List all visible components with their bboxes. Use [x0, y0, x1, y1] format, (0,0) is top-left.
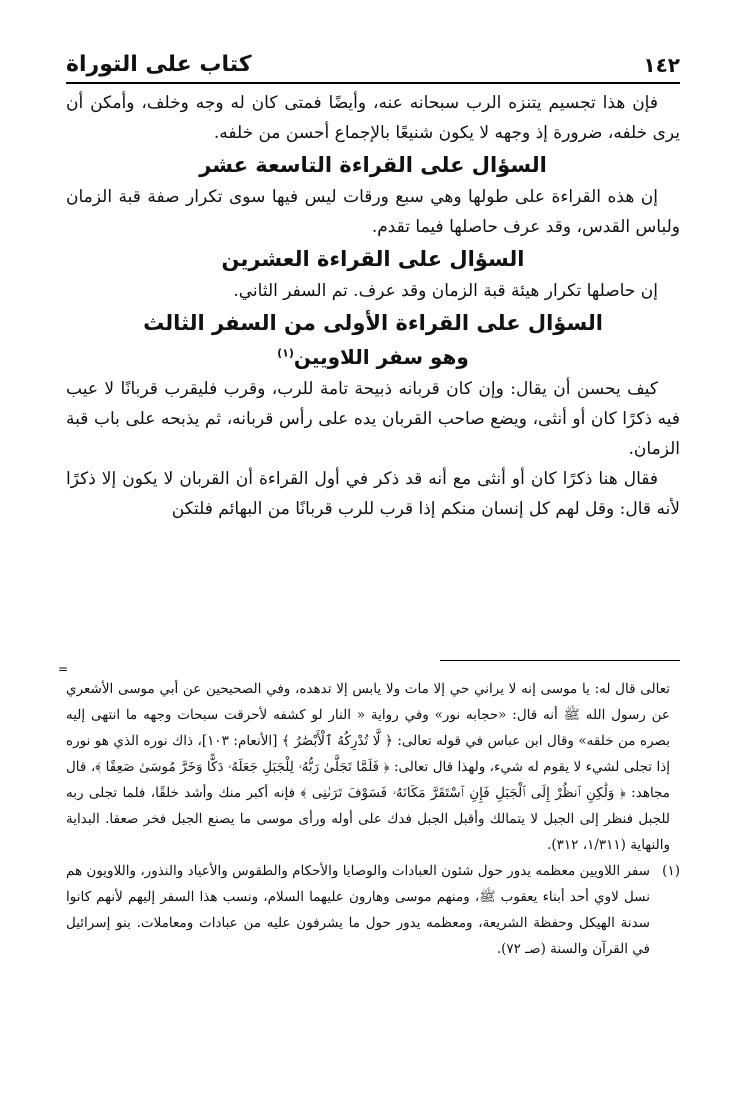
paragraph-2: إن هذه القراءة على طولها وهي سبع ورقات ليس فيها سوى تكرار صفة قبة الزمان ولباس القدس، وقد عرف حاصلها فيما تقدم. [66, 187, 680, 237]
section-heading-book-3: السؤال على القراءة الأولى من السفر الثالث [143, 311, 603, 335]
paragraph-4: كيف يحسن أن يقال: وإن كان قربانه ذبيحة تامة للرب، وقرب فليقرب قربانًا لا عيب فيه ذكرًا كان أو أنثى، ويضع صاحب القربان يده على رأس قربانه، ثم يذبحه على باب قبة الزمان. [66, 379, 680, 459]
paragraph-3: إن حاصلها تكرار هيئة قبة الزمان وقد عرف. تم السفر الثاني. [233, 281, 658, 301]
page-header [66, 52, 680, 84]
paragraph-5: فقال هنا ذكرًا كان أو أنثى مع أنه قد ذكر في أول القراءة أن القربان لا يكون إلا ذكرًا لأنه قال: وقل لهم كل إنسان منكم إذا قرب للرب قربانًا من البهائم فلتكن [66, 469, 680, 519]
main-text [66, 88, 680, 524]
section-heading-19: السؤال على القراءة التاسعة عشر [199, 153, 547, 177]
book-page [58, 0, 680, 1097]
footnote-continued: تعالى قال له: يا موسى إنه لا يراني حي إلا مات ولا يابس إلا تدهده، وفي الصحيحين عن أبي موسى الأشعري عن رسول الله ﷺ أنه قال: «حجابه نور» وفي رواية « النار لو كشفه لأحرقت سبحات وجهه ما انتهى إليه بصره من خلقه» وقال ابن عباس في قوله تعالى: ﴿ لَّا تُدْرِكُهُ ٱلْأَبْصَٰرُ ﴾ [الأنعام: ١٠٣]، ذاك نوره الذي هو نوره إذا تجلى لشيء لا يقوم له شيء، ولهذا قال تعالى: ﴿ فَلَمَّا تَجَلَّىٰ رَبُّهُۥ لِلْجَبَلِ جَعَلَهُۥ دَكًّا وَخَرَّ مُوسَىٰ صَعِقًا ﴾، قال مجاهد: ﴿ وَلَٰكِنِ ٱنظُرْ إِلَى ٱلْجَبَلِ فَإِنِ ٱسْتَقَرَّ مَكَانَهُۥ فَسَوْفَ تَرَىٰنِى ﴾ فإنه أكبر منك وأشد خلقًا، فلما تجلى ربه للجبل فنظر إلى الجبل لا يتمالك وأقبل الجبل فدك على أوله ورأى موسى ما يصنع الجبل فخر صعقا. البداية والنهاية (١/٣١١، ٣١٢). [66, 681, 671, 853]
running-title: كتاب على التوراة [66, 52, 252, 77]
section-heading-20: السؤال على القراءة العشرين [221, 247, 525, 271]
page-number: ١٤٢ [643, 53, 680, 77]
footnote-ref-1: (١) [277, 346, 294, 360]
section-subheading [66, 340, 680, 374]
footnote-separator [58, 660, 680, 676]
continuation-mark: = [58, 662, 69, 676]
footnote-rule [440, 660, 680, 661]
paragraph-1: فإن هذا تجسيم يتنزه الرب سبحانه عنه، وأيضًا فمتى كان له وجه وخلف، وأمكن أن يرى خلفه، ضرورة إذ وجهه لا يكون شنيعًا بالإجماع أحسن من خلفه. [66, 93, 680, 143]
footnote-number: (١) [662, 863, 680, 879]
footnote-1 [66, 858, 680, 962]
footnotes [66, 676, 680, 962]
footnote-1-text: سفر اللاويين معظمه يدور حول شئون العبادات والوصايا والأحكام والطقوس والأعياد والنذور، واللاويون هم نسل لاوي أحد أبناء يعقوب ﷺ، ومنهم موسى وهارون عليهما السلام، ونسب هذا السفر إليهم لأنهم كانوا سدنة الهيكل وحفظة الشريعة، ومعظمه يدور حول ما يشرفون عليه من عبادات ومعاملات. بنو إسرائيل في القرآن والسنة (صـ ٧٢). [66, 863, 650, 957]
subheading-text: وهو سفر اللاويين [293, 345, 469, 369]
